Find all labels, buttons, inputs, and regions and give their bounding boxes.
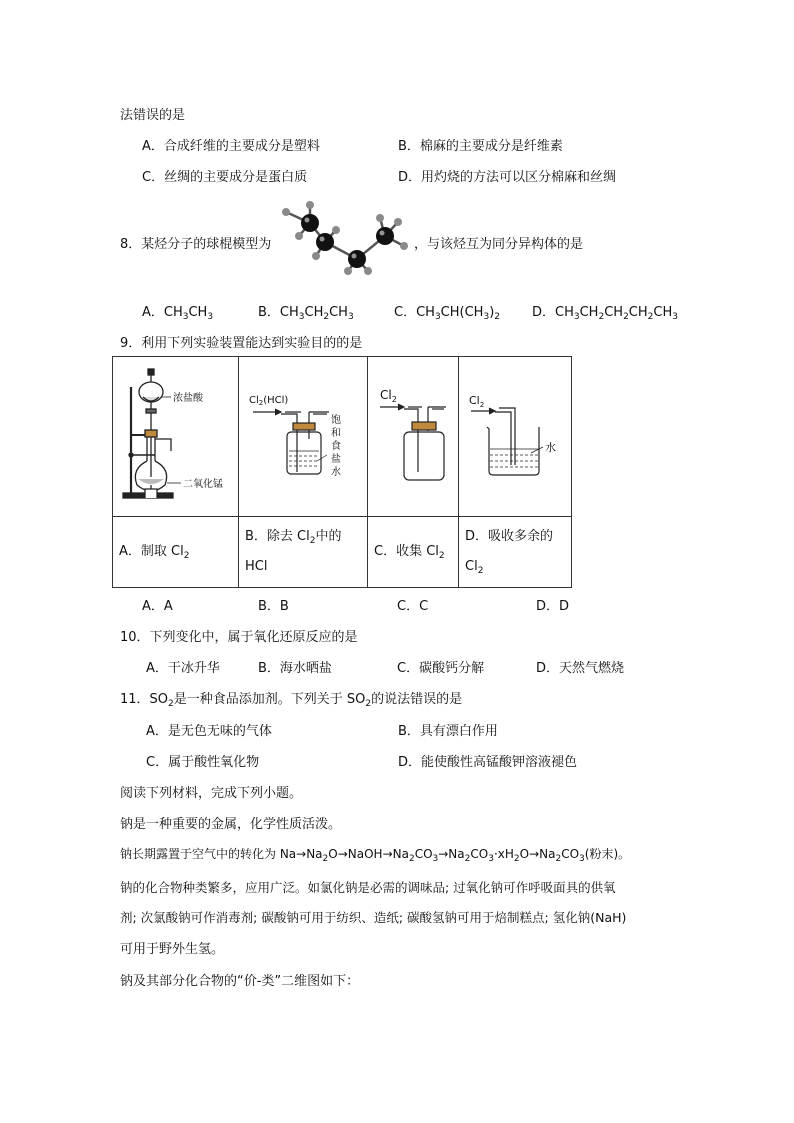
q7-option-c[interactable]: C．丝绸的主要成分是蛋白质: [142, 170, 308, 185]
q10-option-b[interactable]: B．海水晒盐: [258, 661, 332, 676]
figure-d-gas-label: $Cl_2$: [469, 394, 485, 409]
q8-stem-before: 8．某烃分子的球棍模型为: [120, 237, 272, 252]
gas-wash-bottle-saturated-brine: [239, 357, 367, 512]
reading-paragraph-sodium: 钠是一种重要的金属，化学性质活泼。: [120, 817, 342, 832]
flask-stopper: [145, 430, 157, 437]
beaker-water: [490, 449, 538, 467]
q8-option-a[interactable]: A．$CH_3CH_3$: [142, 305, 214, 322]
reading-paragraph-diagram-intro: 钠及其部分化合物的“价-类”二维图如下：: [120, 974, 360, 989]
q10-option-d[interactable]: D．天然气燃烧: [536, 661, 625, 676]
svg-text:和: 和: [331, 428, 341, 439]
q10-option-c[interactable]: C．碳酸钙分解: [397, 661, 485, 676]
ball-and-stick-model-icon: [276, 200, 414, 275]
beaker: [487, 427, 539, 475]
reading-paragraph-conversion: 钠长期露置于空气中的转化为 $Na\to Na_2O\to NaOH\to Na_2CO_3\to Na_2CO_3\cdot xH_2O\to Na_2CO_3$(粉末)。: [120, 847, 631, 864]
wash-bottle: [287, 432, 321, 474]
wash-bottle-liquid: [289, 451, 319, 466]
q8-stem-after: ，与该烃互为同分异构体的是: [414, 237, 584, 252]
q11-option-b[interactable]: B．具有漂白作用: [398, 724, 498, 739]
q9-label-a: A．制取 $Cl_2$: [113, 517, 239, 588]
beaker-gas-absorption: [459, 357, 571, 512]
q9-label-d: D．吸收多余的 $Cl_2$: [459, 517, 572, 588]
q10-stem: 10．下列变化中，属于氧化还原反应的是: [120, 630, 358, 645]
svg-text:盐: 盐: [331, 454, 341, 465]
q11-option-d[interactable]: D．能使酸性高锰酸钾溶液褪色: [398, 755, 578, 770]
q8-option-b[interactable]: B．$CH_3CH_2CH_3$: [258, 305, 354, 322]
q9-option-b[interactable]: B．B: [258, 599, 289, 614]
bottle-stopper: [412, 422, 436, 430]
gas-collection-bottle: [368, 357, 458, 512]
q9-figure-d-cell: [459, 357, 572, 517]
q9-figure-a-cell: [113, 357, 239, 517]
svg-text:饱: 饱: [331, 415, 341, 426]
delivery-tube: [495, 412, 511, 465]
q9-option-c[interactable]: C．C: [397, 599, 429, 614]
q9-stem: 9．利用下列实验装置能达到实验目的的是: [120, 336, 363, 351]
q9-label-c: C．收集 $Cl_2$: [368, 517, 459, 588]
label-manganese-dioxide: 二氧化锰: [183, 479, 223, 490]
inlet-tube-long: [404, 409, 418, 472]
chlorine-generator-apparatus: [113, 357, 238, 512]
wash-bottle-stopper: [293, 423, 315, 430]
q9-option-d[interactable]: D．D: [536, 599, 570, 614]
q10-option-a[interactable]: A．干冰升华: [146, 661, 220, 676]
reading-paragraph-uses-line2: 剂; 次氯酸钠可作消毒剂; 碳酸钠可用于纺织、造纸; 碳酸氢钠可用于焙制糕点; 氢化钠(NaH): [120, 910, 627, 925]
q11-option-a[interactable]: A．是无色无味的气体: [146, 724, 272, 739]
q9-apparatus-table: [112, 356, 572, 588]
q11-stem: 11．$SO_2$是一种食品添加剂。下列关于 $SO_2$的说法错误的是: [120, 692, 463, 709]
intro-tail: 法错误的是: [120, 108, 186, 123]
figure-c-gas-label: $Cl_2$: [380, 388, 397, 404]
q7-option-a[interactable]: A．合成纤维的主要成分是塑料: [142, 139, 320, 154]
reading-instruction: 阅读下列材料，完成下列小题。: [120, 786, 303, 801]
figure-b-liquid-label: [331, 413, 341, 478]
q11-option-c[interactable]: C．属于酸性氧化物: [146, 755, 260, 770]
q9-option-a[interactable]: A．A: [142, 599, 173, 614]
svg-text:食: 食: [331, 441, 341, 452]
q9-label-b: B．除去 $Cl_2$中的 HCl: [239, 517, 368, 588]
q9-figure-c-cell: [368, 357, 459, 517]
reading-paragraph-uses-line3: 可用于野外生氢。: [120, 942, 225, 957]
q8-option-d[interactable]: D．$CH_3CH_2CH_2CH_2CH_3$: [532, 305, 678, 322]
figure-b-gas-label: $Cl_2(HCl)$: [249, 395, 289, 407]
reading-paragraph-uses-line1: 钠的化合物种类繁多，应用广泛。如氯化钠是必需的调味品; 过氧化钠可作呼吸面具的供氧: [120, 880, 616, 895]
q7-option-d[interactable]: D．用灼烧的方法可以区分棉麻和丝绸: [398, 170, 617, 185]
label-concentrated-hcl: 浓盐酸: [173, 393, 203, 404]
q7-option-b[interactable]: B．棉麻的主要成分是纤维素: [398, 139, 563, 154]
q8-option-c[interactable]: C．$CH_3CH(CH_3)_2$: [394, 305, 500, 322]
stopcock: [146, 409, 156, 413]
figure-d-water-label: 水: [545, 441, 556, 454]
collection-bottle: [404, 432, 444, 480]
q9-figure-b-cell: [239, 357, 368, 517]
svg-text:水: 水: [331, 467, 341, 478]
